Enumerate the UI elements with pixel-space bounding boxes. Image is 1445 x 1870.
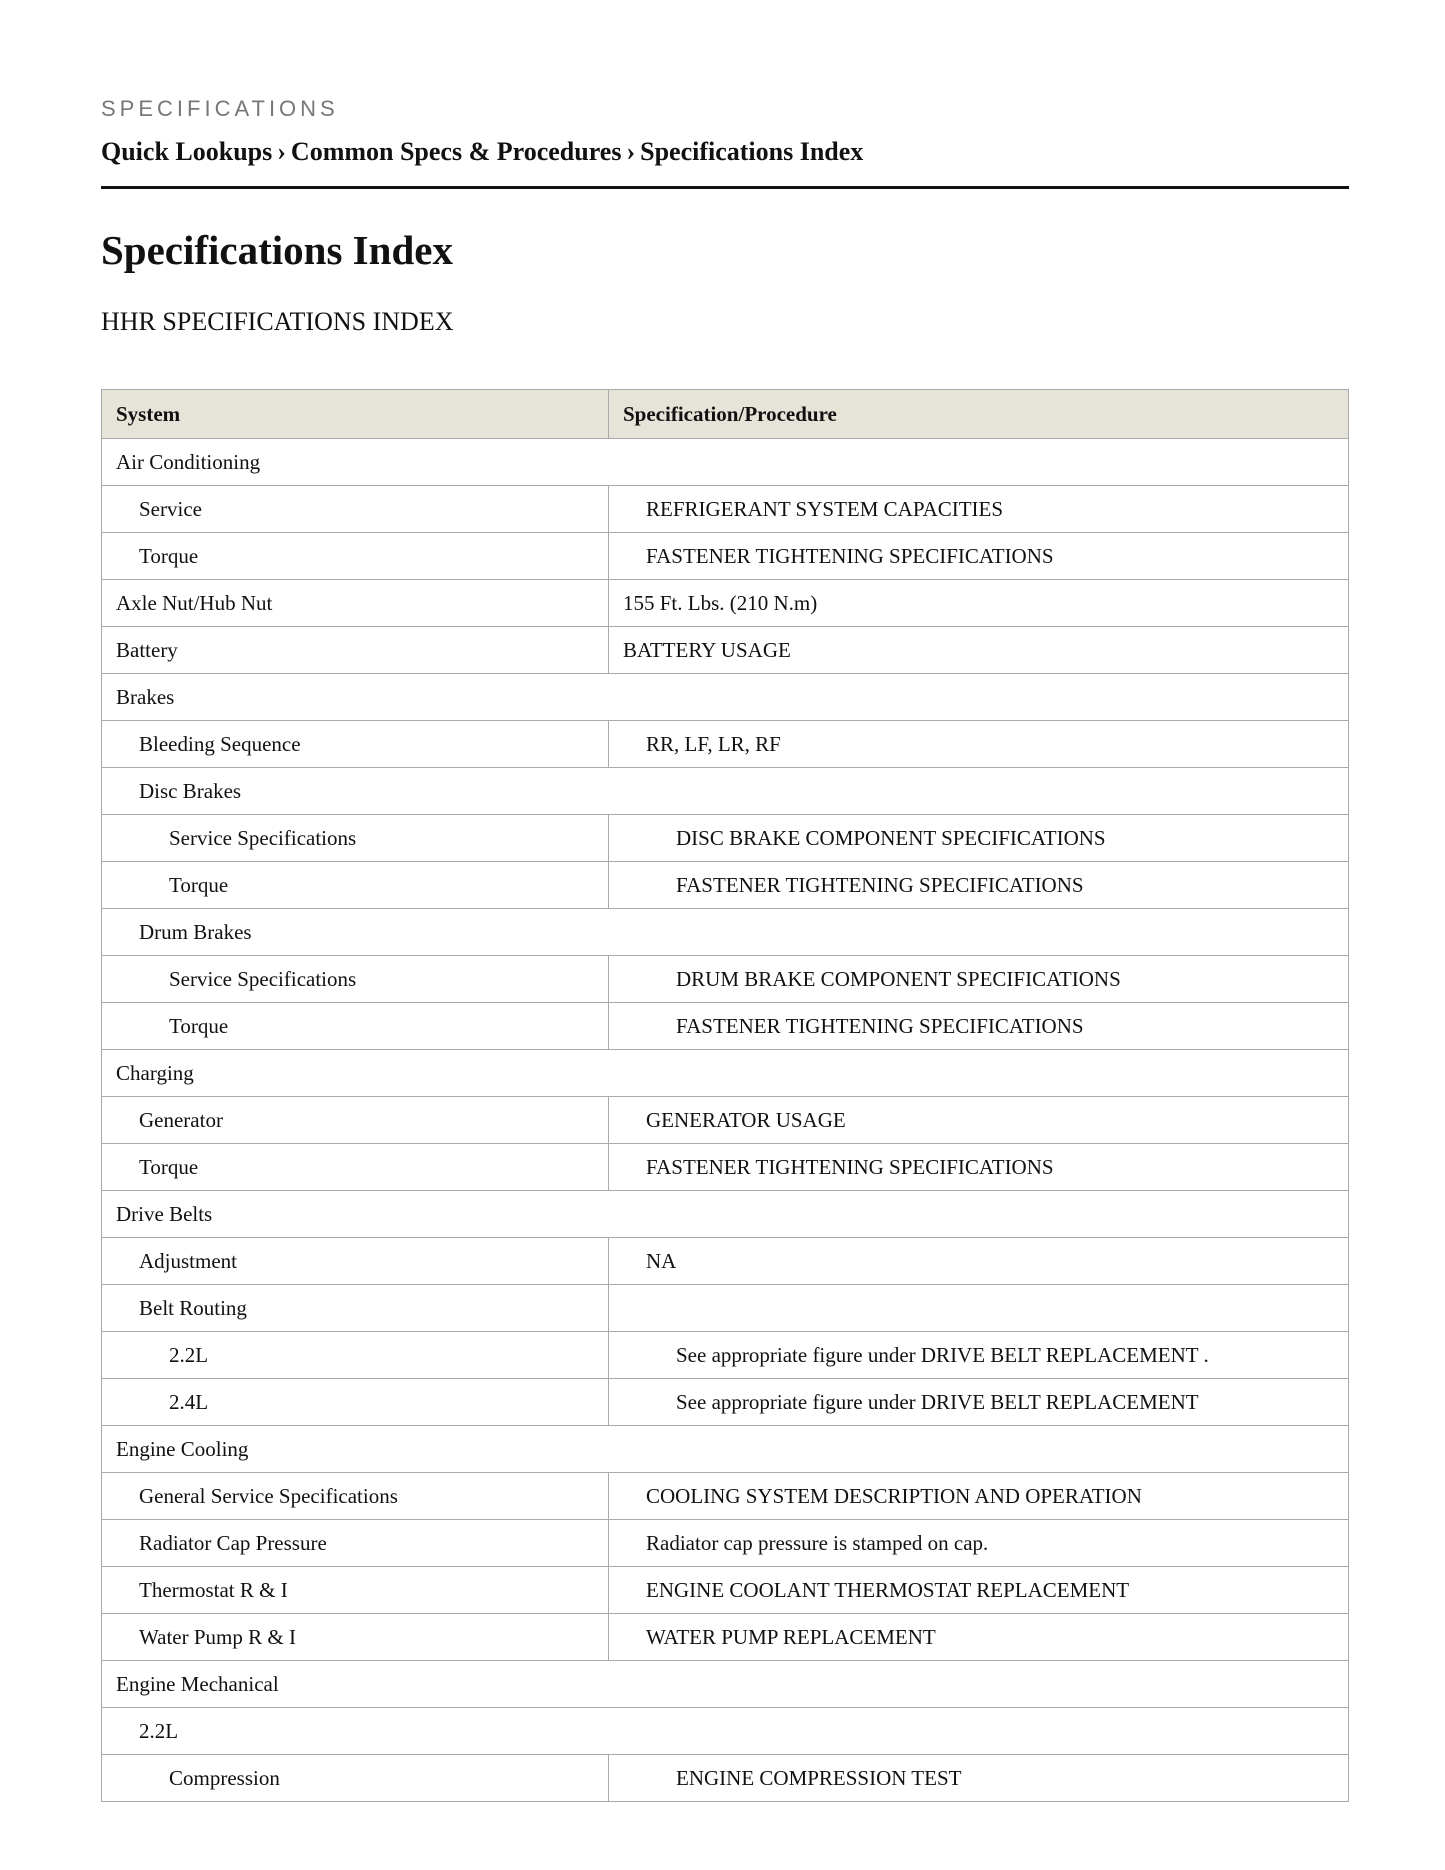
group-heading-cell: Disc Brakes <box>102 768 1349 815</box>
table-row <box>102 1379 1349 1426</box>
table-row <box>102 1238 1349 1285</box>
table-row <box>102 1332 1349 1379</box>
group-heading-cell: Brakes <box>102 674 1349 721</box>
specification-cell[interactable]: 155 Ft. Lbs. (210 N.m) <box>609 580 1349 627</box>
table-row <box>102 1708 1349 1755</box>
table-row <box>102 862 1349 909</box>
specifications-table <box>101 389 1349 1802</box>
specification-cell[interactable]: FASTENER TIGHTENING SPECIFICATIONS <box>609 1144 1349 1191</box>
system-cell: Service Specifications <box>102 956 609 1003</box>
specification-cell[interactable]: BATTERY USAGE <box>609 627 1349 674</box>
breadcrumb-separator: › <box>277 137 286 166</box>
system-cell: 2.4L <box>102 1379 609 1426</box>
table-row <box>102 1614 1349 1661</box>
table-row <box>102 1567 1349 1614</box>
group-heading-cell: Engine Cooling <box>102 1426 1349 1473</box>
specification-cell[interactable]: NA <box>609 1238 1349 1285</box>
group-heading-cell: Charging <box>102 1050 1349 1097</box>
section-label: SPECIFICATIONS <box>101 96 339 121</box>
specification-cell[interactable]: WATER PUMP REPLACEMENT <box>609 1614 1349 1661</box>
system-cell: Service <box>102 486 609 533</box>
system-cell: General Service Specifications <box>102 1473 609 1520</box>
system-cell: Radiator Cap Pressure <box>102 1520 609 1567</box>
system-cell: Compression <box>102 1755 609 1802</box>
group-heading-cell: Drive Belts <box>102 1191 1349 1238</box>
group-heading-cell: Drum Brakes <box>102 909 1349 956</box>
table-row <box>102 1661 1349 1708</box>
group-heading-cell: Air Conditioning <box>102 439 1349 486</box>
specification-cell[interactable]: FASTENER TIGHTENING SPECIFICATIONS <box>609 1003 1349 1050</box>
column-header-specification: Specification/Procedure <box>609 390 1349 439</box>
specification-cell[interactable]: Radiator cap pressure is stamped on cap. <box>609 1520 1349 1567</box>
specification-cell[interactable]: See appropriate figure under DRIVE BELT REPLACEMENT <box>609 1379 1349 1426</box>
table-row <box>102 1426 1349 1473</box>
specification-cell[interactable]: RR, LF, LR, RF <box>609 721 1349 768</box>
system-cell: Axle Nut/Hub Nut <box>102 580 609 627</box>
specification-cell[interactable]: FASTENER TIGHTENING SPECIFICATIONS <box>609 533 1349 580</box>
table-row <box>102 721 1349 768</box>
system-cell: Torque <box>102 533 609 580</box>
system-cell: Adjustment <box>102 1238 609 1285</box>
table-row <box>102 439 1349 486</box>
table-row <box>102 1520 1349 1567</box>
table-row <box>102 1755 1349 1802</box>
table-header-row <box>102 390 1349 439</box>
system-cell: Torque <box>102 1144 609 1191</box>
table-row <box>102 580 1349 627</box>
group-heading-cell: Engine Mechanical <box>102 1661 1349 1708</box>
specification-cell[interactable]: FASTENER TIGHTENING SPECIFICATIONS <box>609 862 1349 909</box>
specification-cell[interactable]: GENERATOR USAGE <box>609 1097 1349 1144</box>
table-row <box>102 1191 1349 1238</box>
specification-cell[interactable]: DRUM BRAKE COMPONENT SPECIFICATIONS <box>609 956 1349 1003</box>
table-row <box>102 1097 1349 1144</box>
table-row <box>102 533 1349 580</box>
page-subtitle: HHR SPECIFICATIONS INDEX <box>101 307 454 336</box>
system-cell: Torque <box>102 862 609 909</box>
specification-cell[interactable]: COOLING SYSTEM DESCRIPTION AND OPERATION <box>609 1473 1349 1520</box>
specification-cell <box>609 1285 1349 1332</box>
breadcrumb-separator: › <box>626 137 636 166</box>
specification-cell[interactable]: DISC BRAKE COMPONENT SPECIFICATIONS <box>609 815 1349 862</box>
breadcrumb <box>101 136 1349 189</box>
table-row <box>102 956 1349 1003</box>
specification-cell[interactable]: REFRIGERANT SYSTEM CAPACITIES <box>609 486 1349 533</box>
table-row <box>102 1473 1349 1520</box>
table-row <box>102 768 1349 815</box>
table-row <box>102 674 1349 721</box>
system-cell: Torque <box>102 1003 609 1050</box>
system-cell: Thermostat R & I <box>102 1567 609 1614</box>
specification-cell[interactable]: ENGINE COMPRESSION TEST <box>609 1755 1349 1802</box>
group-heading-cell: 2.2L <box>102 1708 1349 1755</box>
table-row <box>102 1144 1349 1191</box>
system-cell: Generator <box>102 1097 609 1144</box>
table-row <box>102 1050 1349 1097</box>
table-row <box>102 1003 1349 1050</box>
table-body <box>102 439 1349 1802</box>
system-cell: 2.2L <box>102 1332 609 1379</box>
system-cell: Water Pump R & I <box>102 1614 609 1661</box>
page-title: Specifications Index <box>101 227 453 273</box>
specification-cell[interactable]: ENGINE COOLANT THERMOSTAT REPLACEMENT <box>609 1567 1349 1614</box>
table-row <box>102 815 1349 862</box>
system-cell: Bleeding Sequence <box>102 721 609 768</box>
document-page <box>101 92 1349 1790</box>
system-cell: Battery <box>102 627 609 674</box>
system-cell: Belt Routing <box>102 1285 609 1332</box>
table-row <box>102 486 1349 533</box>
specification-cell[interactable]: See appropriate figure under DRIVE BELT REPLACEMENT . <box>609 1332 1349 1379</box>
table-row <box>102 627 1349 674</box>
breadcrumb-current: Specifications Index <box>640 137 864 166</box>
column-header-system: System <box>102 390 609 439</box>
table-row <box>102 909 1349 956</box>
breadcrumb-common-specs[interactable]: Common Specs & Procedures <box>290 137 622 166</box>
system-cell: Service Specifications <box>102 815 609 862</box>
breadcrumb-quick-lookups[interactable]: Quick Lookups <box>101 137 273 166</box>
table-row <box>102 1285 1349 1332</box>
